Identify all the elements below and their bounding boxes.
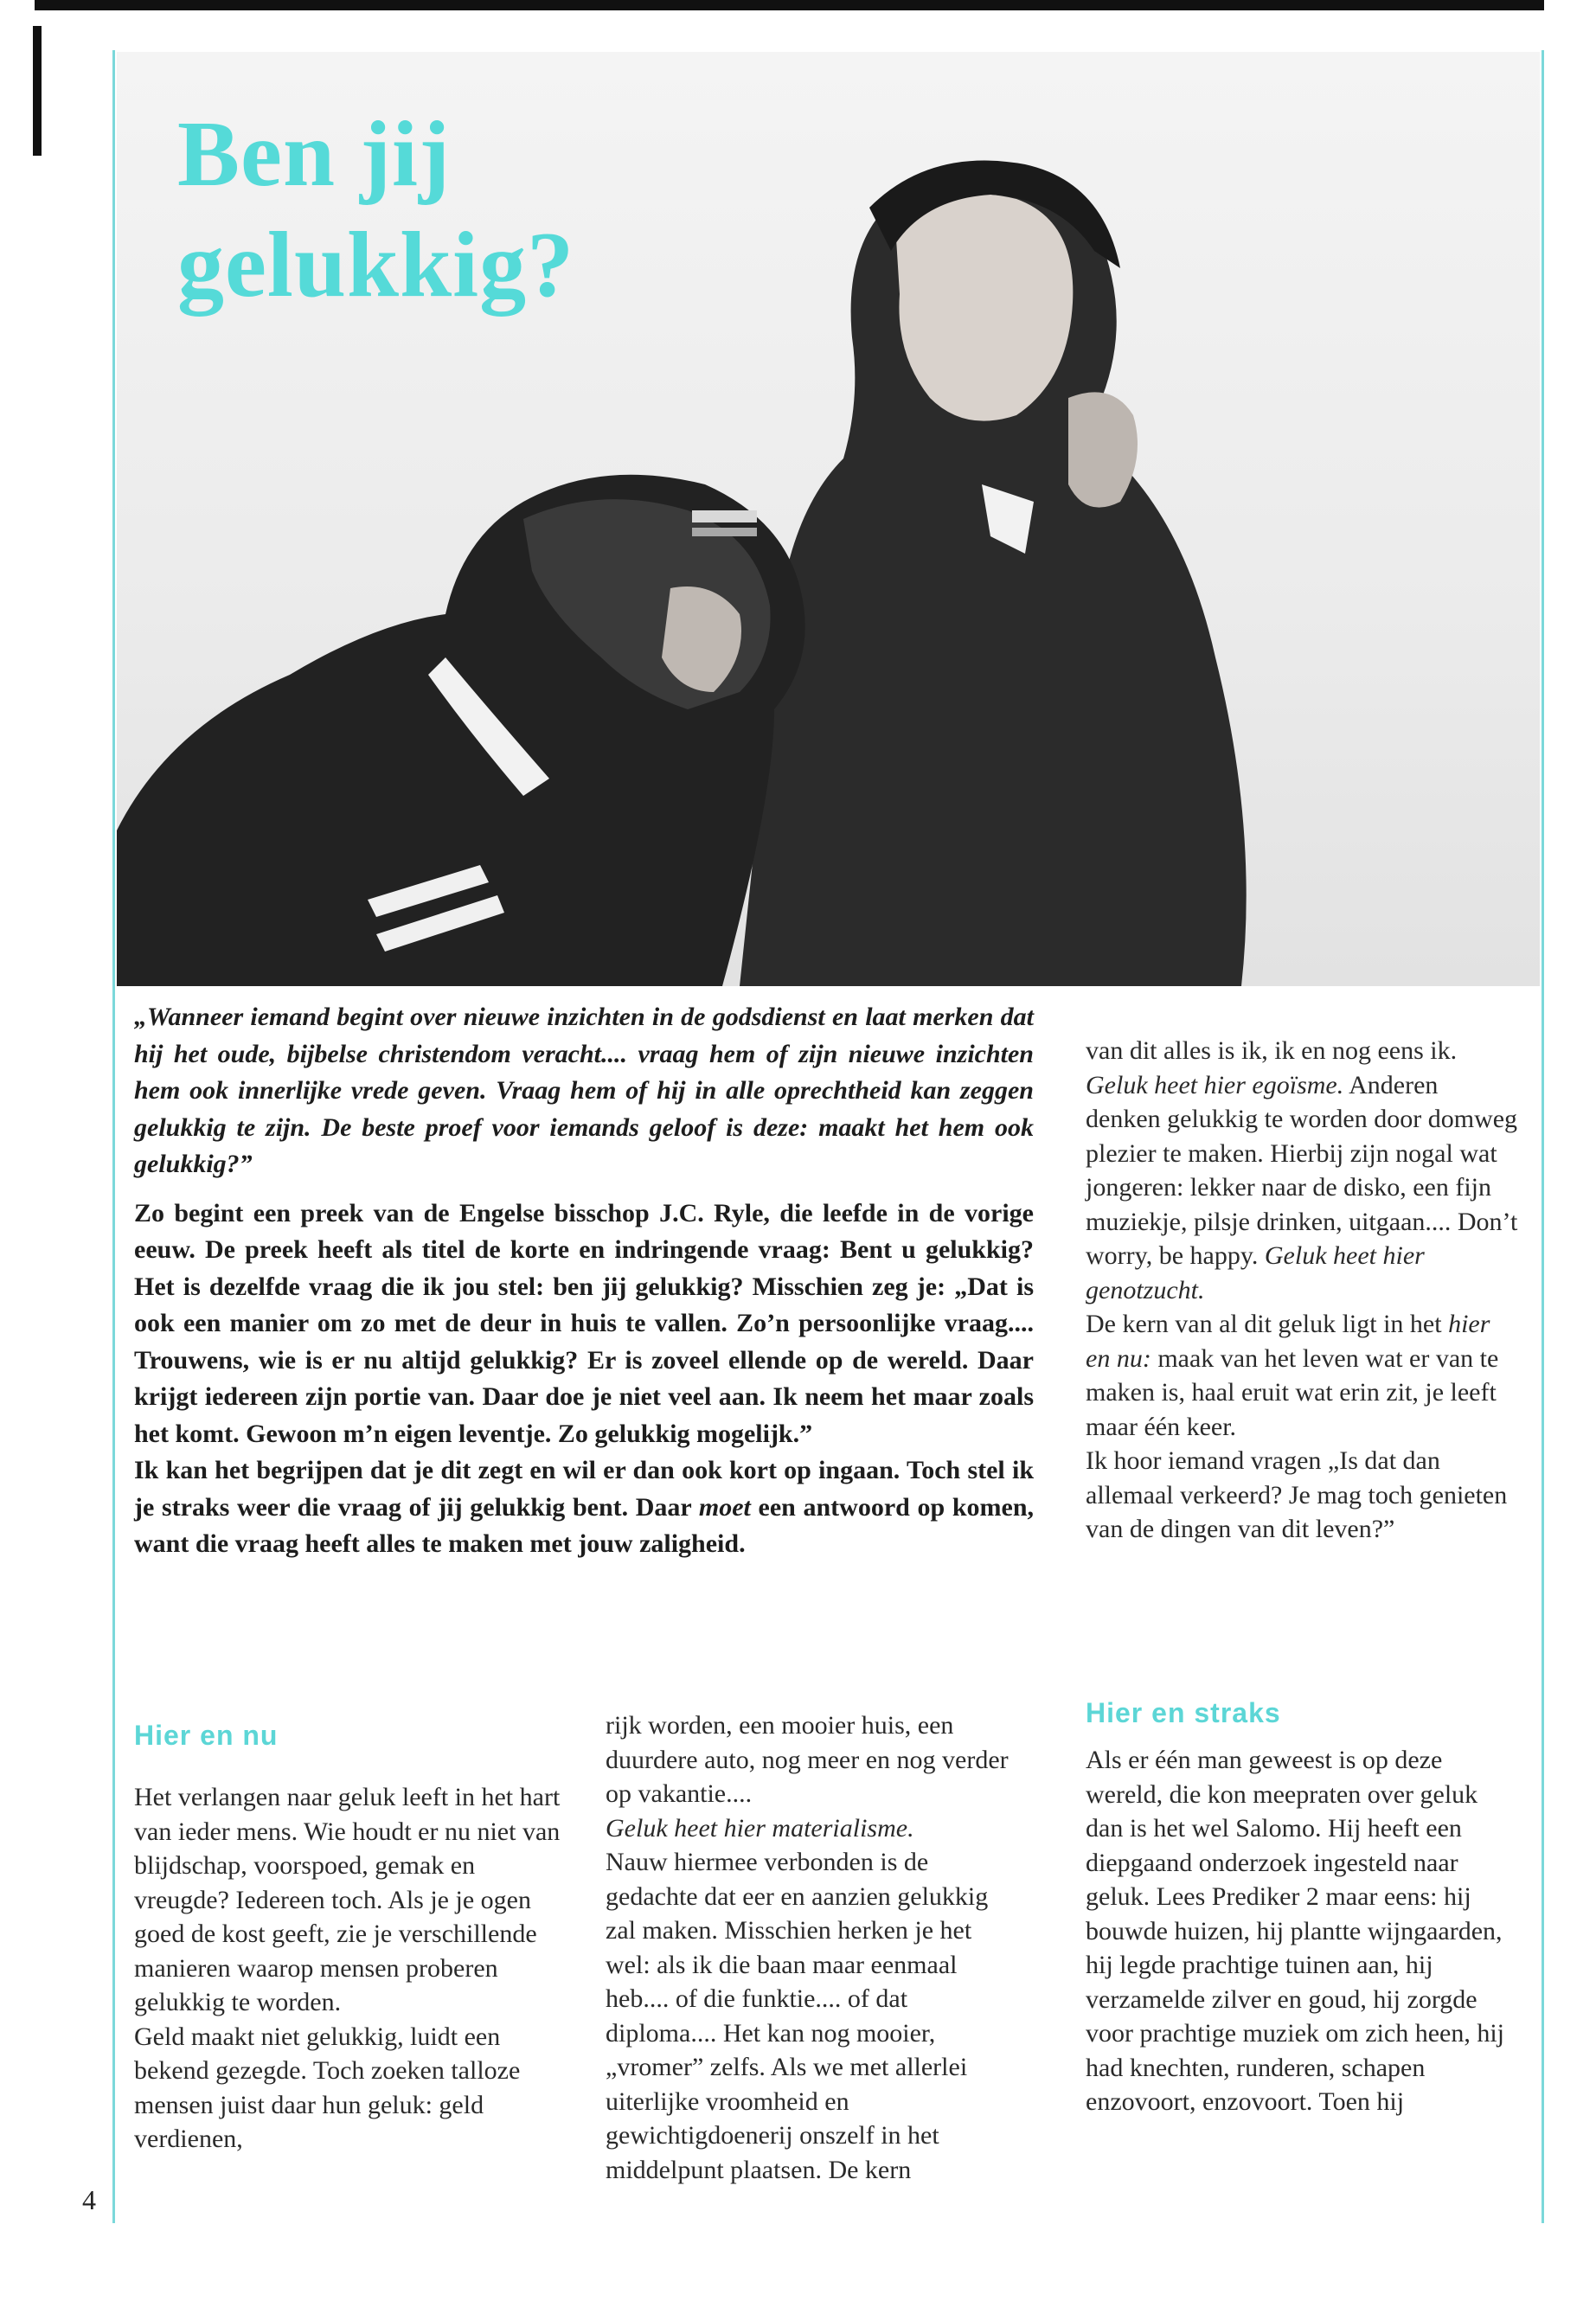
column-right-paragraph-1 <box>1086 1034 1518 1307</box>
article-title <box>177 99 783 321</box>
left-rule <box>33 26 42 156</box>
column-middle-paragraph-2: Nauw hiermee verbonden is de gedachte dat eer en aanzien gelukkig zal maken. Misschien herken je het wel: als ik die baan maar eenmaal heb.... of die funktie.... of dat diploma.... Het kan nog mooier, „vromer” zelfs. Als we met allerlei uiterlijke vroomheid en gewichtigdoenerij onszelf in het middelpunt plaatsen. De kern <box>606 1848 989 2184</box>
column-middle-emphasis-text: Geluk heet hier materialisme. <box>606 1813 914 1843</box>
column-right-paragraph-1b: Anderen denken gelukkig te worden door domweg plezier te maken. Hierbij zijn nogal wat jongeren: lekker naar de disko, een fijn muziekje, pilsje drinken, uitgaan.... Don’t worry, be happy. <box>1086 1070 1518 1270</box>
intro-paragraph-1: Zo begint een preek van de Engelse bisschop J.C. Ryle, die leefde in de vorige eeuw. De preek heeft als titel de korte en indringende vraag: Bent u gelukkig? Het is dezelfde vraag die ik jou stel: ben jij gelukkig? Misschien zeg je: „Dat is ook een manier om zo met de deur in huis te vallen. Zo’n persoonlijke vraag.... Trouwens, wie is er nu altijd gelukkig? Er is zoveel ellende op de wereld. Daar krijgt iedereen zijn portie van. Daar doe je niet veel aan. Ik neem het maar zoals het komt. Gewoon m’n eigen leventje. Zo gelukkig mogelijk.” <box>134 1198 1034 1448</box>
title-line-1: Ben jij <box>177 103 451 206</box>
column-right-paragraph-2 <box>1086 1307 1518 1444</box>
intro-paragraph-2 <box>134 1452 1034 1563</box>
column-right-paragraph-3: Ik hoor iemand vragen „Is dat dan allemaal verkeerd? Je mag toch genieten van de dingen van dit leven?” <box>1086 1446 1508 1543</box>
intro-paragraph-2-part-b: een antwoord op komen, want die vraag heeft alles te maken met jouw zaligheid. <box>134 1492 1035 1558</box>
column-right-emphasis-2: Geluk heet hier genotzucht. <box>1086 1241 1425 1304</box>
intro-block <box>134 999 1034 1563</box>
column-middle <box>606 1708 1012 2187</box>
section-heading-hier-en-nu: Hier en nu <box>134 1720 279 1751</box>
title-line-2: gelukkig? <box>177 214 575 317</box>
column-right-emphasis-3: hier en nu: <box>1086 1310 1490 1373</box>
column-right <box>1086 1034 1518 1547</box>
section-heading-hier-en-straks: Hier en straks <box>1086 1697 1281 1728</box>
column-right-paragraph-1-text: van dit alles is ik, ik en nog eens ik. <box>1086 1036 1458 1065</box>
column-middle-emphasis <box>606 1811 1012 1846</box>
intro-quote: „Wanneer iemand begint over nieuwe inzichten in de godsdienst en laat merken dat hij het oude, bijbelse christendom veracht.... vraag hem of zijn nieuwe inzichten hem ook innerlijke vrede geven. Vraag hem of hij in alle oprechtheid kan zeggen gelukkig te zijn. De beste proef voor iemands geloof is deze: maakt het hem ook gelukkig?” <box>134 1003 1034 1178</box>
section-2-paragraph-1: Als er één man geweest is op deze wereld, die kon meepraten over geluk dan is het wel Salomo. Hij heeft een diepgaand onderzoek ingesteld naar geluk. Lees Prediker 2 maar eens: hij bouwde huizen, hij plantte wijngaarden, hij legde prachtige tuinen aan, hij verzamelde zilver en goud, hij zorgde voor prachtige muziek om zich heen, hij had knechten, runderen, schapen enzovoort, enzovoort. Toen hij <box>1086 1746 1504 2116</box>
column-right-paragraph-2a: De kern van al dit geluk ligt in het <box>1086 1310 1449 1338</box>
top-rule <box>35 0 1544 10</box>
column-right-emphasis-1: Geluk heet hier egoïsme. <box>1086 1070 1344 1099</box>
page-number: 4 <box>82 2184 96 2215</box>
column-right-section-2 <box>1086 1743 1518 2119</box>
column-left-paragraph-2: Geld maakt niet gelukkig, luidt een bekend gezegde. Toch zoeken talloze mensen juist daar hun geluk: geld verdienen, <box>134 2022 521 2153</box>
column-left <box>134 1780 567 2157</box>
column-left-paragraph-1: Het verlangen naar geluk leeft in het hart van ieder mens. Wie houdt er nu niet van blijdschap, voorspoed, gemak en vreugde? Iedereen toch. Als je je ogen goed de kost geeft, zie je verschillende manieren waarop mensen proberen gelukkig te worden. <box>134 1783 561 2016</box>
column-right-paragraph-2b: maak van het leven wat er van te maken is, haal eruit wat erin zit, je leeft maar één keer. <box>1086 1343 1499 1441</box>
intro-paragraph-2-emphasis: moet <box>698 1492 751 1522</box>
column-middle-paragraph-1: rijk worden, een mooier huis, een duurdere auto, nog meer en nog verder op vakantie.... <box>606 1711 1009 1808</box>
intro-paragraph-2-part-a: Ik kan het begrijpen dat je dit zegt en wil er dan ook kort op ingaan. Toch stel ik je straks weer die vraag of jij gelukkig bent. Daar <box>134 1456 1034 1522</box>
